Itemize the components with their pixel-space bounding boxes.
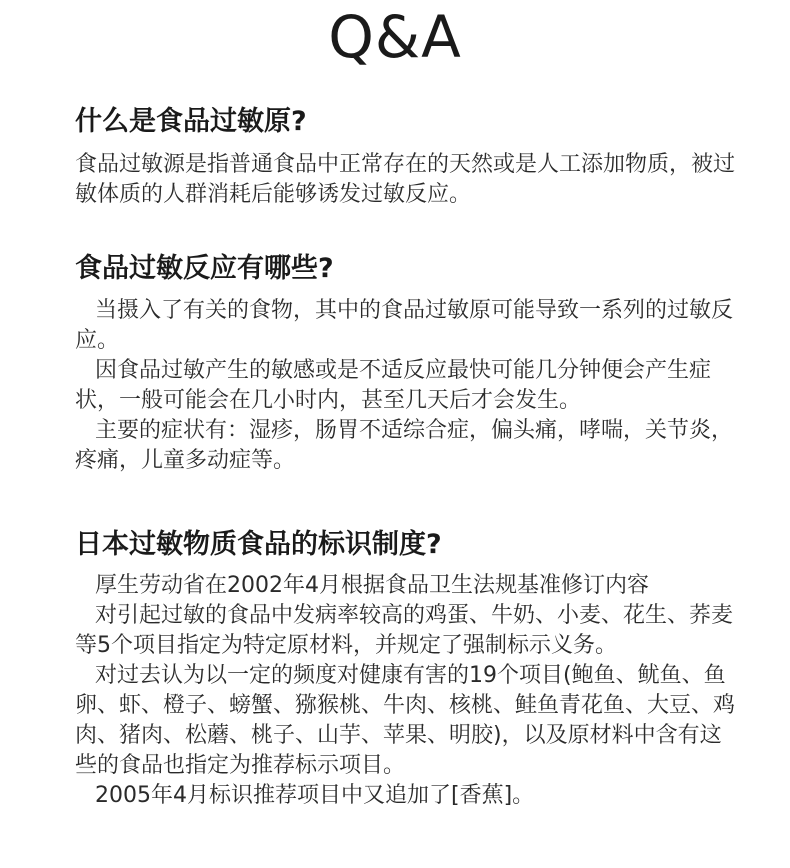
section-paragraph: 厚生劳动省在2002年4月根据食品卫生法规基准修订内容 <box>95 573 649 598</box>
section-heading: 食品过敏反应有哪些? <box>75 253 334 284</box>
section-heading: 什么是食品过敏原? <box>75 106 307 137</box>
section-paragraph: 2005年4月标识推荐项目中又追加了[香蕉]。 <box>95 783 535 808</box>
section-paragraph: 食品过敏源是指普通食品中正常存在的天然或是人工添加物质，被过敏体质的人群消耗后能够诱发过敏反应。 <box>75 152 736 207</box>
page-title: Q&A <box>328 3 462 71</box>
section-paragraph: 因食品过敏产生的敏感或是不适反应最快可能几分钟便会产生症状，一般可能会在几小时内，甚至几天后才会发生。 <box>75 358 712 413</box>
section-paragraph: 主要的症状有：湿疹，肠胃不适综合症，偏头痛，哮喘，关节炎，疼痛，儿童多动症等。 <box>75 418 734 473</box>
section-food-allergen-definition <box>75 105 735 210</box>
section-paragraph: 当摄入了有关的食物，其中的食品过敏原可能导致一系列的过敏反应。 <box>75 298 734 353</box>
section-paragraph: 对引起过敏的食品中发病率较高的鸡蛋、牛奶、小麦、花生、荞麦等5个项目指定为特定原材料，并规定了强制标示义务。 <box>75 603 734 658</box>
section-paragraph: 对过去认为以一定的频度对健康有害的19个项目(鲍鱼、鱿鱼、鱼卵、虾、橙子、螃蟹、猕猴桃、牛肉、核桃、鲑鱼青花鱼、大豆、鸡肉、猪肉、松蘑、桃子、山芋、苹果、明胶)，以及原材料中含有这些的食品也指定为推荐标示项目。 <box>75 663 736 778</box>
section-heading: 日本过敏物质食品的标识制度? <box>75 529 442 560</box>
section-japan-labeling-system <box>75 528 735 811</box>
section-allergic-reactions <box>75 252 735 476</box>
